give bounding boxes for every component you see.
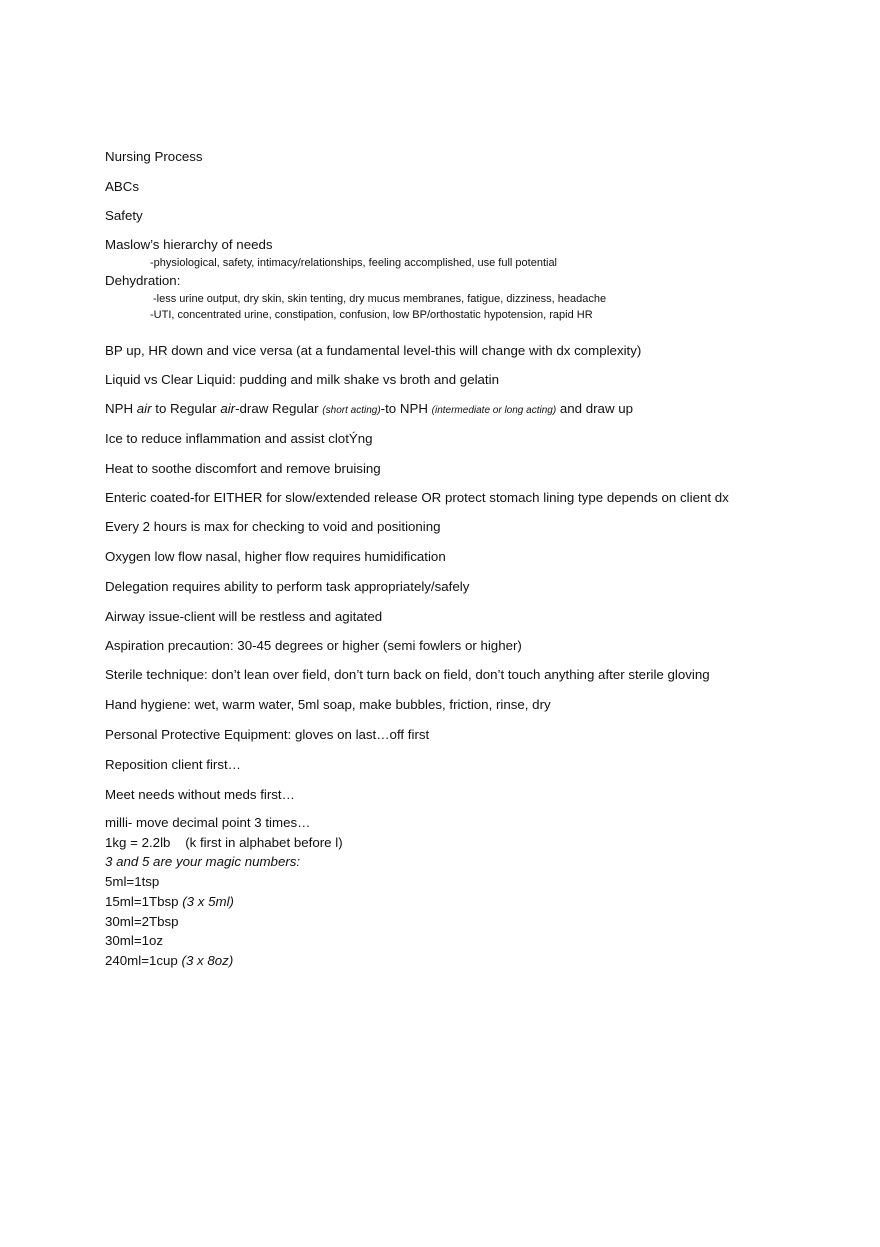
text-run: 5ml=1tsp [105, 874, 160, 889]
text-line [105, 179, 139, 195]
text-run: Liquid vs Clear Liquid: pudding and milk shake vs broth and gelatin [105, 372, 499, 387]
text-run: -physiological, safety, intimacy/relationships, feeling accomplished, use full potential [150, 257, 558, 269]
text-run: NPH [105, 401, 137, 416]
text-run: 1kg = 2.2lb (k first in alphabet before l) [105, 835, 343, 850]
text-run: Oxygen low flow nasal, higher flow requires humidification [105, 549, 446, 564]
text-run: ABCs [105, 179, 139, 194]
text-run: Safety [105, 208, 143, 223]
text-run: Every 2 hours is max for checking to void and positioning [105, 519, 441, 534]
text-line [105, 874, 159, 890]
text-line [105, 815, 310, 831]
text-line [105, 787, 295, 803]
text-run: air [220, 401, 236, 416]
text-run: BP up, HR down and vice versa (at a fundamental level-this will change with dx complexity) [105, 343, 642, 358]
text-run: Delegation requires ability to perform task appropriately/safely [105, 579, 470, 594]
bullet-line [150, 308, 593, 322]
text-line [105, 727, 429, 743]
text-line [105, 757, 241, 773]
text-line [105, 519, 441, 535]
text-run: Ice to reduce inflammation and assist clotÝng [105, 431, 373, 446]
text-line [105, 579, 469, 595]
text-run: 30ml=2Tbsp [105, 914, 179, 929]
text-run: 3 and 5 are your magic numbers: [105, 854, 301, 869]
text-run: Aspiration precaution: 30-45 degrees or higher (semi fowlers or higher) [105, 638, 522, 653]
text-line [105, 431, 373, 447]
text-line [105, 208, 143, 224]
text-line [105, 461, 381, 477]
text-line [105, 401, 633, 419]
text-run: -to NPH [380, 401, 432, 416]
text-run: Reposition client first… [105, 757, 241, 772]
text-run: (short acting) [322, 405, 381, 416]
text-run: -draw Regular [235, 401, 323, 416]
text-run: 30ml=1oz [105, 933, 164, 948]
text-run: and draw up [556, 401, 634, 416]
text-run: milli- move decimal point 3 times… [105, 815, 311, 830]
bullet-line [153, 292, 606, 306]
text-line [105, 835, 343, 851]
text-run: Personal Protective Equipment: gloves on last…off first [105, 727, 430, 742]
text-run: Heat to soothe discomfort and remove bruising [105, 461, 381, 476]
text-run: 15ml=1Tbsp [105, 894, 183, 909]
text-run: -less urine output, dry skin, skin tenting, dry mucus membranes, fatigue, dizziness, headache [153, 293, 607, 305]
text-line [105, 609, 382, 625]
bullet-line [150, 256, 557, 270]
text-line [105, 894, 234, 910]
text-line [105, 343, 641, 359]
text-run: to Regular [151, 401, 221, 416]
text-line [105, 638, 522, 654]
text-run: Sterile technique: don’t lean over field, don’t turn back on field, don’t touch anything after sterile gloving [105, 667, 710, 682]
text-run: Dehydration: [105, 273, 181, 288]
text-line [105, 667, 710, 683]
text-line [105, 149, 203, 165]
text-line [105, 933, 163, 949]
text-run: Airway issue-client will be restless and agitated [105, 609, 383, 624]
text-line [105, 549, 446, 565]
text-run: Enteric coated-for EITHER for slow/extended release OR protect stomach lining type depends on client dx [105, 490, 729, 505]
text-line [105, 854, 300, 870]
text-run: -UTI, concentrated urine, constipation, confusion, low BP/orthostatic hypotension, rapid HR [150, 309, 593, 321]
text-run: Hand hygiene: wet, warm water, 5ml soap, make bubbles, friction, rinse, dry [105, 697, 551, 712]
text-line [105, 273, 180, 289]
text-run: Maslow’s hierarchy of needs [105, 237, 273, 252]
text-run: (intermediate or long acting) [431, 405, 557, 416]
text-run: air [136, 401, 152, 416]
text-run: Meet needs without meds first… [105, 787, 295, 802]
text-line [105, 953, 233, 969]
text-line [105, 490, 729, 506]
text-run: 240ml=1cup [105, 953, 182, 968]
text-run: (3 x 5ml) [182, 894, 234, 909]
text-line [105, 372, 499, 388]
text-run: Nursing Process [105, 149, 203, 164]
text-line [105, 697, 551, 713]
text-line [105, 237, 273, 253]
text-run: (3 x 8oz) [181, 953, 234, 968]
text-line [105, 914, 179, 930]
